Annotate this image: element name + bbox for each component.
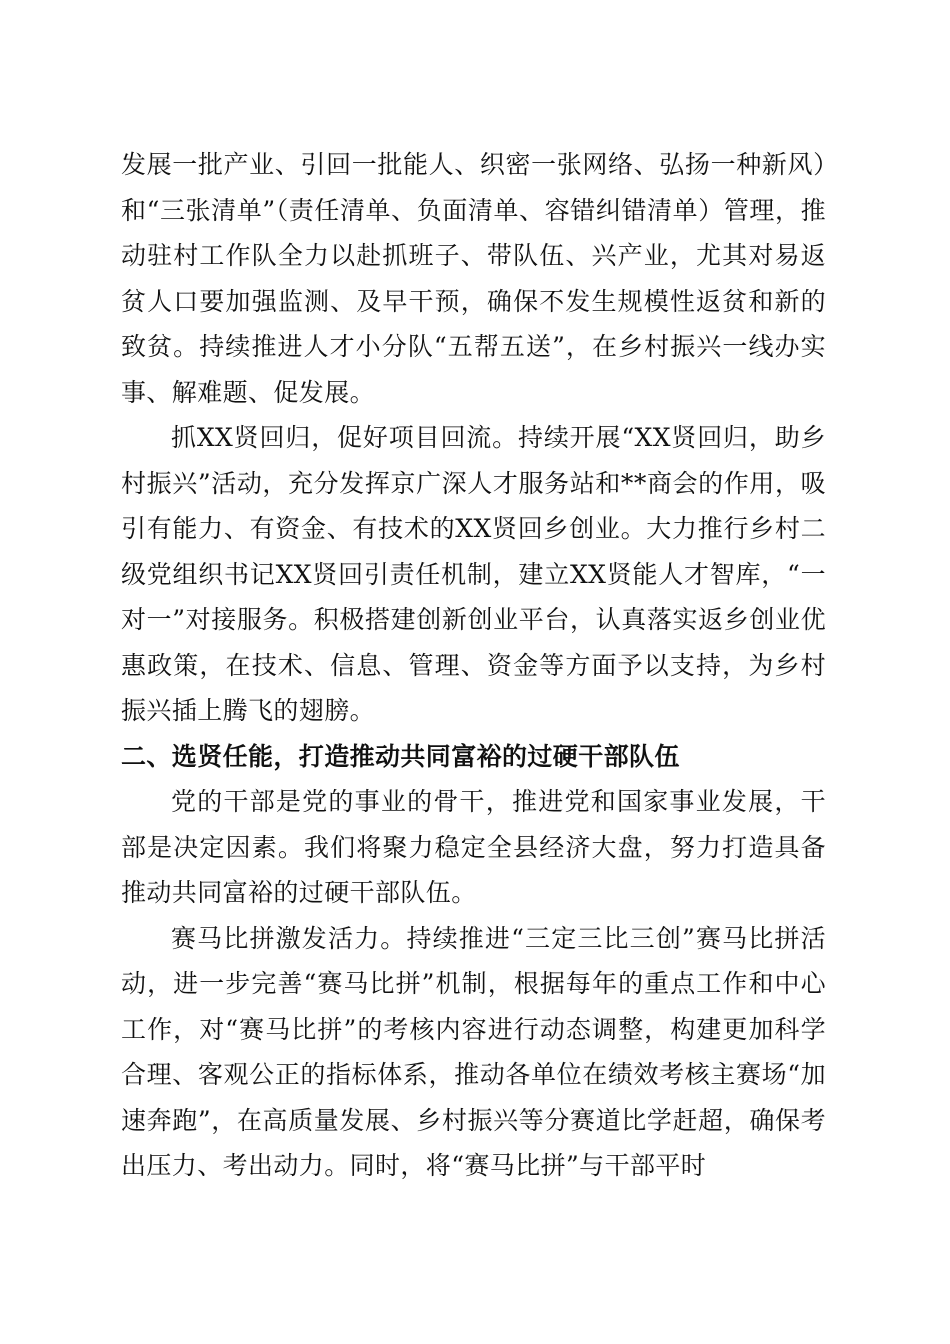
- paragraph-talent-return: 抓XX贤回归，促好项目回流。持续开展“XX贤回归，助乡村振兴”活动，充分发挥京广深人才服务站和**商会的作用，吸引有能力、有资金、有技术的XX贤回乡创业。大力推行乡村二级党组织书记XX贤回引责任机制，建立XX贤能人才智库，“一对一”对接服务。积极搭建创新创业平台，认真落实返乡创业优惠政策，在技术、信息、管理、资金等方面予以支持，为乡村振兴插上腾飞的翅膀。: [121, 423, 826, 725]
- section-heading-cadre-team: 二、选贤任能，打造推动共同富裕的过硬干部队伍: [121, 741, 680, 771]
- document-body: [121, 142, 826, 1189]
- paragraph-cadre-importance: 党的干部是党的事业的骨干，推进党和国家事业发展，干部是决定因素。我们将聚力稳定全县经济大盘，努力打造具备推动共同富裕的过硬干部队伍。: [121, 787, 826, 907]
- paragraph-continued-rural-revitalization: 发展一批产业、引回一批能人、织密一张网络、弘扬一种新风）和“三张清单”（责任清单、负面清单、容错纠错清单）管理，推动驻村工作队全力以赴抓班子、带队伍、兴产业，尤其对易返贫人口要加强监测、及早干预，确保不发生规模性返贫和新的致贫。持续推进人才小分队“五帮五送”，在乡村振兴一线办实事、解难题、促发展。: [121, 150, 826, 407]
- paragraph-horse-race-competition: 赛马比拼激发活力。持续推进“三定三比三创”赛马比拼活动，进一步完善“赛马比拼”机制，根据每年的重点工作和中心工作，对“赛马比拼”的考核内容进行动态调整，构建更加科学合理、客观公正的指标体系，推动各单位在绩效考核主赛场“加速奔跑”，在高质量发展、乡村振兴等分赛道比学赶超，确保考出压力、考出动力。同时，将“赛马比拼”与干部平时: [121, 923, 826, 1180]
